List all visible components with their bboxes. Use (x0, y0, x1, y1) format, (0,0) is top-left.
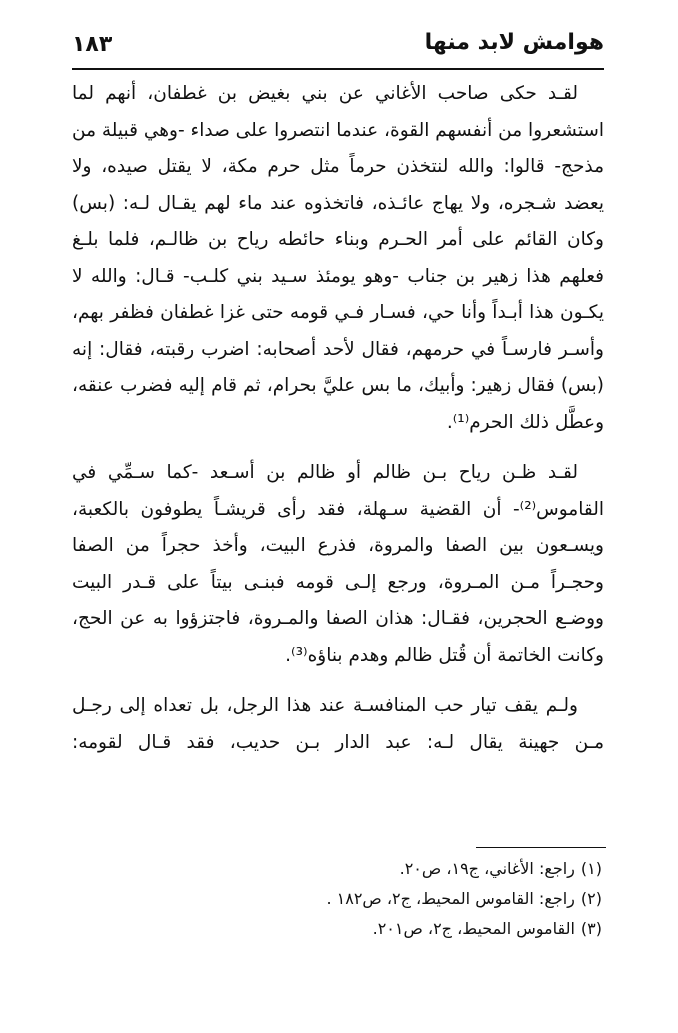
paragraph-1: لقـد حكى صاحب الأغاني عن بني بغيض بن غطفان، أنهم لما استشعروا من أنفسهم القوة، عندما انتصروا على صداء -وهي قبيلة من مذحج- قالوا: والله لنتخذن حرماً مثل حرم مكة، لا يقتل صيده، ولا يعضد شـجره، ولا يهاج عائـذه، فاتخذوه عند ماء لهم يقـال لـه: (بس) وكان القائم على أمر الحـرم وبناء حائطه رياح بن ظالـم، فلما بلـغ فعلهم هذا زهير بن جناب -وهو يومئذ سـيد بني كلـب- قـال: والله لا يكـون هذا أبـداً وأنا حي، فسـار فـي قومه حتى غزا غطفان فظفر بهم، وأسـر فارسـاً في حرمهم، فقال لأحد أصحابه: اضرب رقبته، فقال: إنه (بس) فقال زهير: وأبيك، ما بس عليَّ بحرام، ثم قام إليه فضرب عنقه، وعطَّل ذلك الحرم⁽¹⁾. (72, 83, 604, 433)
header-rule (72, 68, 604, 70)
footnote-number: (٣) (580, 919, 602, 938)
footnote-text: القاموس المحيط، ج٢، ص٢٠١. (372, 919, 575, 938)
footnote (142, 914, 602, 944)
footnote (142, 884, 602, 914)
page-number: ١٨٣ (72, 32, 113, 57)
footnote-separator (476, 847, 606, 848)
footnote-number: (٢) (580, 889, 602, 908)
footnote-text: راجع: القاموس المحيط، ج٢، ص١٨٢ . (326, 889, 575, 908)
body-text (72, 76, 604, 775)
paragraph-2: لقـد ظـن رياح بـن ظالم أو ظالم بن أسـعد -كما سـمِّي في القاموس⁽²⁾- أن القضية سـهلة، فقد رأى قريشـاً يطوفون بالكعبة، ويسـعون بين الصفا والمروة، فذرع البيت، وأخذ حجراً من الصفا وحجـراً مـن المـروة، ورجع إلـى قومه فبنـى بيتاً على قـدر البيت ووضـع الحجرين، فقـال: هذان الصفا والمـروة، فاجتزؤوا به عن الحج، وكانت الخاتمة أن قُتل ظالم وهدم بناؤه⁽³⁾. (72, 462, 604, 666)
book-title: هوامش لابد منها (424, 30, 604, 55)
footnote-text: راجع: الأغاني، ج١٩، ص٢٠. (399, 859, 575, 878)
footnote-number: (١) (580, 859, 602, 878)
paragraph-3: ولـم يقف تيار حب المنافسـة عند هذا الرجل، بل تعداه إلى رجـل مـن جهينة يقال لـه: عبد الدار بـن حديب، فقد قـال لقومه: (72, 695, 604, 753)
footnote (142, 854, 602, 884)
footnotes (142, 854, 602, 944)
running-head (72, 30, 604, 68)
